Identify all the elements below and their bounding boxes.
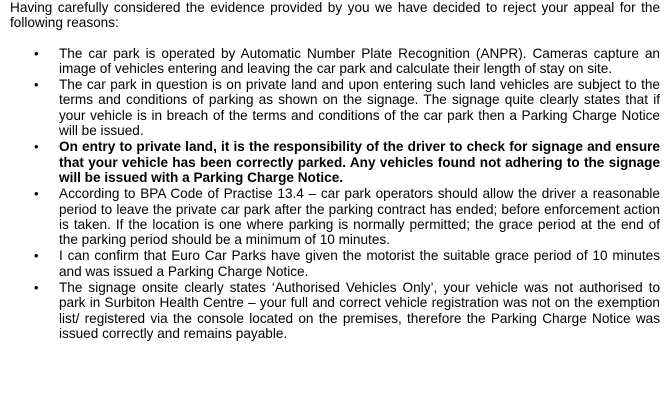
- reason-item-grace-period: [10, 248, 660, 279]
- bullet-icon: •: [34, 45, 39, 61]
- bullet-icon: •: [34, 186, 39, 202]
- appeal-letter: [10, 0, 660, 342]
- bullet-icon: •: [34, 77, 39, 93]
- bullet-icon: •: [34, 139, 39, 155]
- bullet-icon: •: [34, 280, 39, 296]
- reason-text: The car park is operated by Automatic Number Plate Recognition (ANPR). Cameras capture an image of vehicles entering and leaving the car park and calculate their length of stay on site.: [59, 45, 660, 76]
- reason-text: According to BPA Code of Practise 13.4 – car park operators should allow the driver a reasonable period to leave the private car park after the parking contract has ended; before enforcement action is taken. If the location is one where parking is normally permitted; the grace period at the end of the parking period should be a minimum of 10 minutes.: [59, 186, 660, 248]
- reason-text: The car park in question is on private land and upon entering such land vehicles are subject to the terms and conditions of parking as shown on the signage. The signage quite clearly states that if your vehicle is in breach of the terms and conditions of the car park then a Parking Charge Notice will be issued.: [59, 77, 660, 139]
- reasons-list: [10, 46, 660, 342]
- reason-item-bpa-code: [10, 186, 660, 247]
- reason-text: The signage onsite clearly states ‘Authorised Vehicles Only’, your vehicle was not authorised to park in Surbiton Health Centre – your full and correct vehicle registration was not on the exemption list/ registered via the console located on the premises, therefore the Parking Charge Notice was issued correctly and remains payable.: [59, 280, 660, 341]
- reason-item-anpr: [10, 46, 660, 77]
- reason-item-driver-responsibility: [10, 139, 660, 185]
- reason-text: On entry to private land, it is the responsibility of the driver to check for signage and ensure that your vehicle has been correctly parked. Any vehicles found not adhering to the signage will be issued with a Parking Charge Notice.: [59, 139, 660, 185]
- reason-item-signage-authorised: [10, 280, 660, 341]
- intro-paragraph: Having carefully considered the evidence provided by you we have decided to reject your appeal for the following reasons:: [10, 0, 660, 31]
- bullet-icon: •: [34, 248, 39, 264]
- reason-text: I can confirm that Euro Car Parks have given the motorist the suitable grace period of 10 minutes and was issued a Parking Charge Notice.: [59, 248, 660, 279]
- reason-item-private-land: [10, 77, 660, 138]
